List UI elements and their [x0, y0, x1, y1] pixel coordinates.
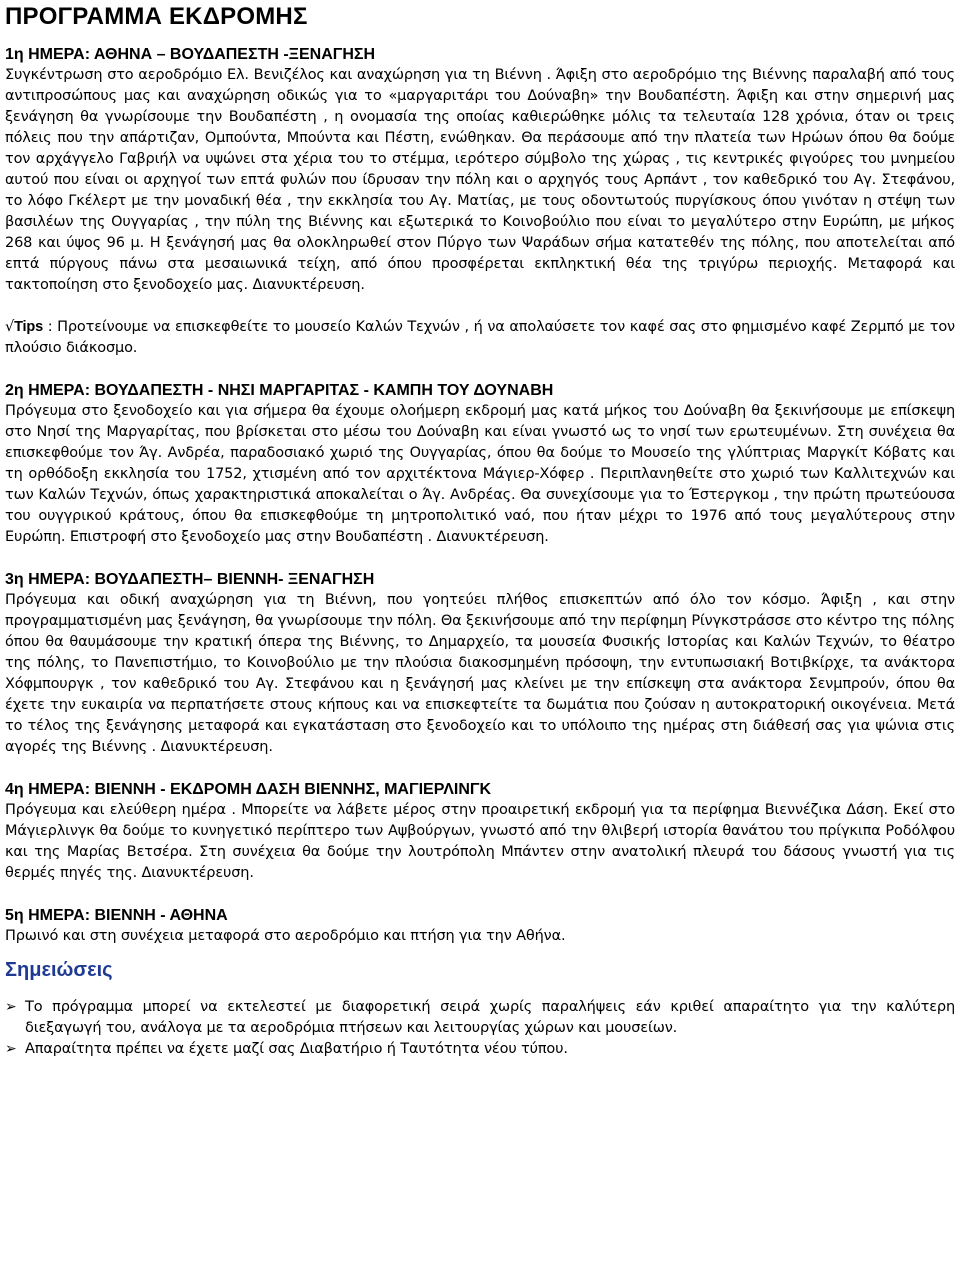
- day-1-title: 1η ΗΜΕΡΑ: ΑΘΗΝΑ – ΒΟΥΔΑΠΕΣΤΗ -ΞΕΝΑΓΗΣΗ: [5, 46, 376, 63]
- day-3-text: Πρόγευμα και οδική αναχώρηση για τη Βιέννη, που γοητεύει πλήθος επισκεπτών από όλο τον κόσμο. Άφιξη , και στην προγραμματισμένη μας ξενάγηση, θα γνωρίσουμε την πόλη. Θα ξεκινήσουμε από την περίφημη Ρίνγκστράσσε στο κέντρο της πόλης όπου θα θαυμάσουμε την κρατική όπερα της Βιέννης, το Δημαρχείο, τα μουσεία Φυσικής Ιστορίας και Καλών Τεχνών, το θέατρο της πόλης, το Πανεπιστήμιο, το Κοινοβούλιο με την πλούσια διακοσμημένη πρόσοψη, την εντυπωσιακή Βοτιβκίρχε, τα ανάκτορα Χόφμπουργκ , τον καθεδρικό του Αγ. Στεφάνου και η ξενάγησή μας κλείνει με την επίσκεψη στα ανάκτορα Σενμπρούν, όπου θα έχετε την ευκαιρία να περπατήσετε στους κήπους και να επισκεφτείτε τα δωμάτια που ζούσαν η αυτοκρατορική οικογένεια. Μετά το τέλος της ξενάγησης μεταφορά και εγκατάσταση στο ξενοδοχείο και το υπόλοιπο της ημέρας στη διάθεσή σας για ψώνια στις αγορές της Βιέννης . Διανυκτέρευση.: [5, 592, 955, 755]
- day-2-text: Πρόγευμα στο ξενοδοχείο και για σήμερα θα έχουμε ολοήμερη εκδρομή μας κατά μήκος του Δούναβη θα ξεκινήσουμε με επίσκεψη στο Νησί της Μαργαρίτας, που βρίσκεται στο μέσω του Δούναβη και είναι γνωστό ως το νησί των ερωτευμένων. Στη συνέχεια θα επισκεφθούμε τον Άγ. Ανδρέα, παραδοσιακό χωριό της Ουγγαρίας, όπου θα δούμε το Μουσείο της γλύπτριας Μαργκίτ Κόβατς και τη ορθόδοξη εκκλησία του 1752, χτισμένη από τον αρχιτέκτονα Μάγιερ-Χόφερ . Περιπλανηθείτε στο χωριό των Καλλιτεχνών και των Καλών Τεχνών, όπως χαρακτηριστικά αποκαλείται ο Άγ. Ανδρέας. Θα συνεχίσουμε για το Έστεργκομ , την πρώτη πρωτεύουσα του ουγγρικού κράτους, όπου θα επισκεφθούμε τη μητροπολιτικό ναό, που ήταν μέχρι το 1976 από τους μεγαλύτερους στην Ευρώπη. Επιστροφή στο ξενοδοχείο μας στην Βουδαπέστη . Διανυκτέρευση.: [5, 403, 955, 545]
- day-5-text: Πρωινό και στη συνέχεια μεταφορά στο αεροδρόμιο και πτήση για την Αθήνα.: [5, 928, 566, 944]
- spacer: [5, 296, 955, 317]
- notes-title: Σημειώσεις: [5, 959, 113, 981]
- day-5-title: 5η ΗΜΕΡΑ: ΒΙΕΝΝΗ - ΑΘΗΝΑ: [5, 907, 228, 924]
- day-4-text: Πρόγευμα και ελεύθερη ημέρα . Μπορείτε να λάβετε μέρος στην προαιρετική εκδρομή για τα περίφημα Βιεννέζικα Δάση. Εκεί στο Μάγιερλινγκ θα δούμε το κυνηγετικό περίπτερο των Αψβούργων, γνωστό από την θλιβερή ιστορία θανάτου του πρίγκιπα Ροδόλφου και της Μαρίας Βετσέρα. Στη συνέχεια θα δούμε την λουτρόπολη Μπάντεν στην ανατολική πλευρά του δάσους γνωστή για τις θερμές πηγές της. Διανυκτέρευση.: [5, 802, 955, 881]
- day-4-section: [5, 779, 955, 884]
- arrow-bullet-icon: ➢: [5, 999, 17, 1015]
- day-3-title: 3η ΗΜΕΡΑ: ΒΟΥΔΑΠΕΣΤΗ– ΒΙΕΝΝΗ- ΞΕΝΑΓΗΣΗ: [5, 571, 375, 588]
- document-page: [5, 0, 955, 1060]
- day-1-text: Συγκέντρωση στο αεροδρόμιο Ελ. Βενιζέλος και αναχώρηση για τη Βιέννη . Άφιξη στο αεροδρόμιο της Βιέννης παραλαβή από τους αντιπροσώπους μας και αναχώρηση οδικώς για το «μαργαριτάρι του Δούναβη» την Βουδαπέστη. Άφιξη και στην σημερινή μας ξενάγηση θα γνωρίσουμε την Βουδαπέστη , η ονομασία της οποίας καθιερώθηκε μόλις τα τελευταία 128 χρόνια, όταν οι τρεις πόλεις που την απάρτιζαν, Ομπούντα, Μπούντα και Πέστη, ενώθηκαν. Θα περάσουμε από την πλατεία των Ηρώων όπου θα δούμε τον αρχάγγελο Γαβριήλ να υψώνει στα χέρια του το στέμμα, ιερότερο σύμβολο της χώρας , τις κεντρικές φιγούρες του μνημείου αυτού που είναι οι αρχηγοί των επτά φυλών που ίδρυσαν την πόλη και ο αρχηγός τους Αρπάντ , τον καθεδρικό του Αγ. Στεφάνου, το λόφο Γκέλερτ με την μοναδική θέα , την εκκλησία του Αγ. Ματίας, με τους οδοντωτούς πυργίσκους όπου γινόταν η στέψη των βασιλέων της Ουγγαρίας , την πύλη της Βιέννης και εξωτερικά το Κοινοβούλιο που είναι το μεγαλύτερο στην Ευρώπη, με μήκος 268 και ύψος 96 μ. Η ξενάγησή μας θα ολοκληρωθεί στον Πύργο των Ψαράδων σήμα κατατεθέν της πόλης, που αποτελείται από επτά πύργους πάνω στα μεσαιωνικά τείχη, από όπου προσφέρεται εκπληκτική θέα της τριγύρω περιοχής. Μεταφορά και τακτοποίηση στο ξενοδοχείο μας. Διανυκτέρευση.: [5, 67, 955, 293]
- note-text-1: Το πρόγραμμα μπορεί να εκτελεστεί με διαφορετική σειρά χωρίς παραλήψεις εάν κριθεί απαραίτητο για την καλύτερη διεξαγωγή του, ανάλογα με τα αεροδρόμια πτήσεων και λειτουργίας χώρων και μουσείων.: [25, 999, 955, 1036]
- spacer: [5, 32, 955, 44]
- day-1-section: [5, 44, 955, 296]
- spacer: [5, 359, 955, 380]
- tips-text: : Προτείνουμε να επισκεφθείτε το μουσείο Καλών Τεχνών , ή να απολαύσετε τον καφέ σας στο φημισμένο καφέ Ζερμπό με τον πλούσιο διάκοσμο.: [5, 319, 955, 356]
- tips-label: Tips: [14, 319, 44, 335]
- note-item: [5, 997, 955, 1039]
- note-item: [5, 1039, 955, 1060]
- spacer: [5, 884, 955, 905]
- check-icon: √: [5, 319, 15, 335]
- spacer: [5, 758, 955, 779]
- day-2-title: 2η ΗΜΕΡΑ: ΒΟΥΔΑΠΕΣΤΗ - ΝΗΣΙ ΜΑΡΓΑΡΙΤΑΣ - ΚΑΜΠΗ ΤΟΥ ΔΟΥΝΑΒΗ: [5, 382, 554, 399]
- arrow-bullet-icon: ➢: [5, 1041, 17, 1057]
- tips-paragraph: [5, 317, 955, 359]
- day-4-title: 4η ΗΜΕΡΑ: ΒΙΕΝΝΗ - ΕΚΔΡΟΜΗ ΔΑΣΗ ΒΙΕΝΝΗΣ, ΜΑΓΙΕΡΛΙΝΓΚ: [5, 781, 492, 798]
- day-5-section: [5, 905, 955, 947]
- spacer: [5, 548, 955, 569]
- page-title: ΠΡΟΓΡΑΜΜΑ ΕΚΔΡΟΜΗΣ: [5, 3, 308, 30]
- note-text-2: Απαραίτητα πρέπει να έχετε μαζί σας Διαβατήριο ή Ταυτότητα νέου τύπου.: [25, 1041, 568, 1057]
- day-2-section: [5, 380, 955, 548]
- day-3-section: [5, 569, 955, 758]
